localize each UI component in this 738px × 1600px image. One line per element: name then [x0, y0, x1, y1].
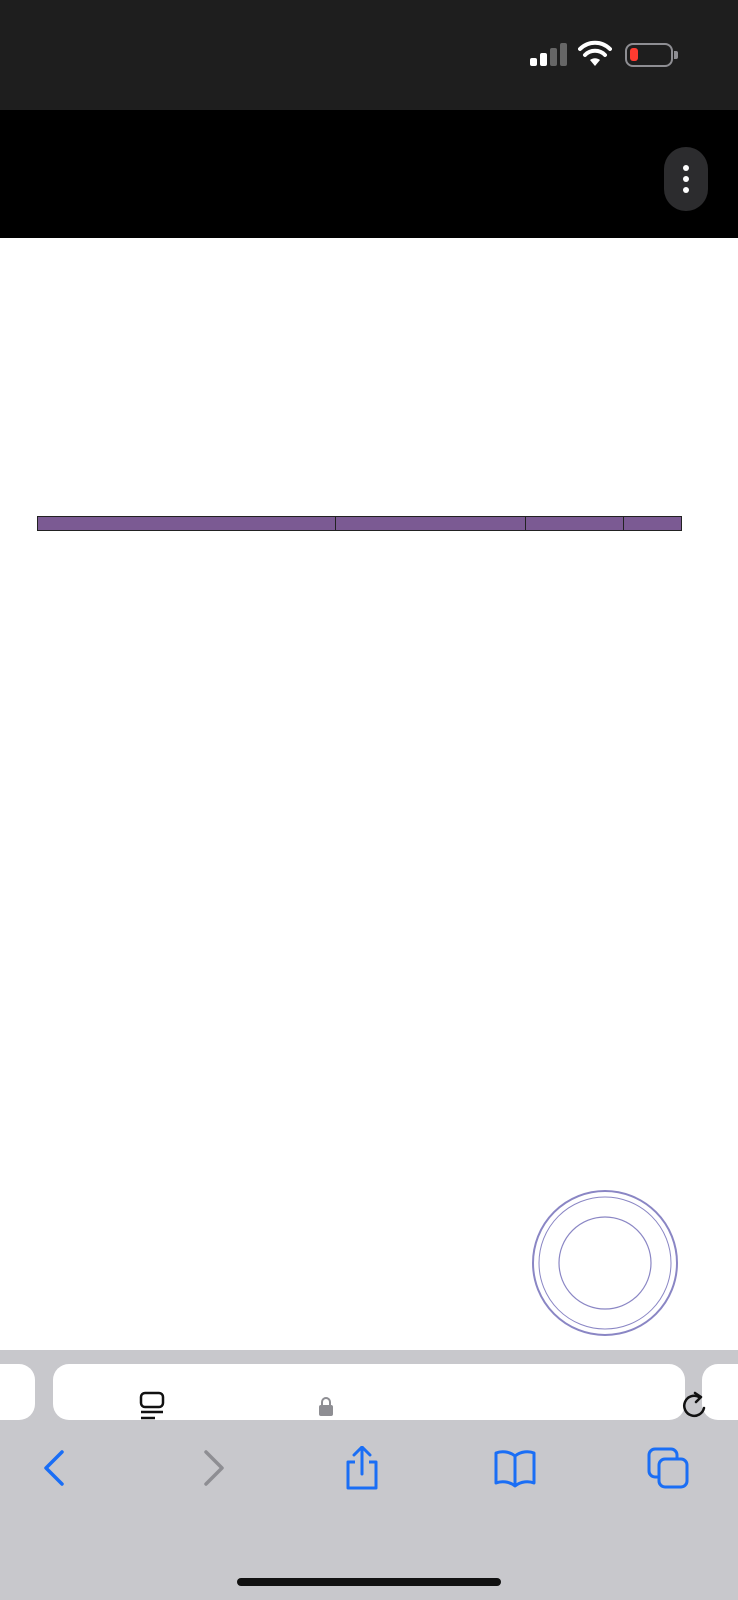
header-unit [624, 517, 682, 531]
reader-icon[interactable] [138, 1391, 166, 1421]
cellular-signal-icon [530, 42, 568, 66]
share-icon[interactable] [340, 1446, 384, 1490]
top-area [0, 0, 738, 238]
more-options-button[interactable] [664, 147, 708, 211]
header-indicator [38, 517, 336, 531]
bookmarks-icon[interactable] [493, 1446, 537, 1490]
back-icon[interactable] [34, 1446, 78, 1490]
status-bar [0, 0, 738, 110]
info-left [22, 376, 154, 472]
clinic-stamp [530, 1188, 680, 1338]
battery-icon [625, 43, 673, 67]
info-right [381, 376, 451, 472]
home-indicator [237, 1578, 501, 1586]
browser-bar [0, 1350, 738, 1600]
previous-tab-preview[interactable] [0, 1364, 35, 1420]
address-bar[interactable] [53, 1364, 685, 1420]
lock-icon [318, 1396, 334, 1416]
reload-icon[interactable] [679, 1390, 711, 1422]
results-table [37, 516, 682, 531]
header-result [335, 517, 525, 531]
pdf-header [0, 110, 738, 238]
header-norm [525, 517, 624, 531]
pdf-page [0, 238, 738, 1350]
wifi-icon [578, 40, 612, 68]
forward-icon[interactable] [190, 1446, 234, 1490]
tabs-icon[interactable] [646, 1446, 690, 1490]
